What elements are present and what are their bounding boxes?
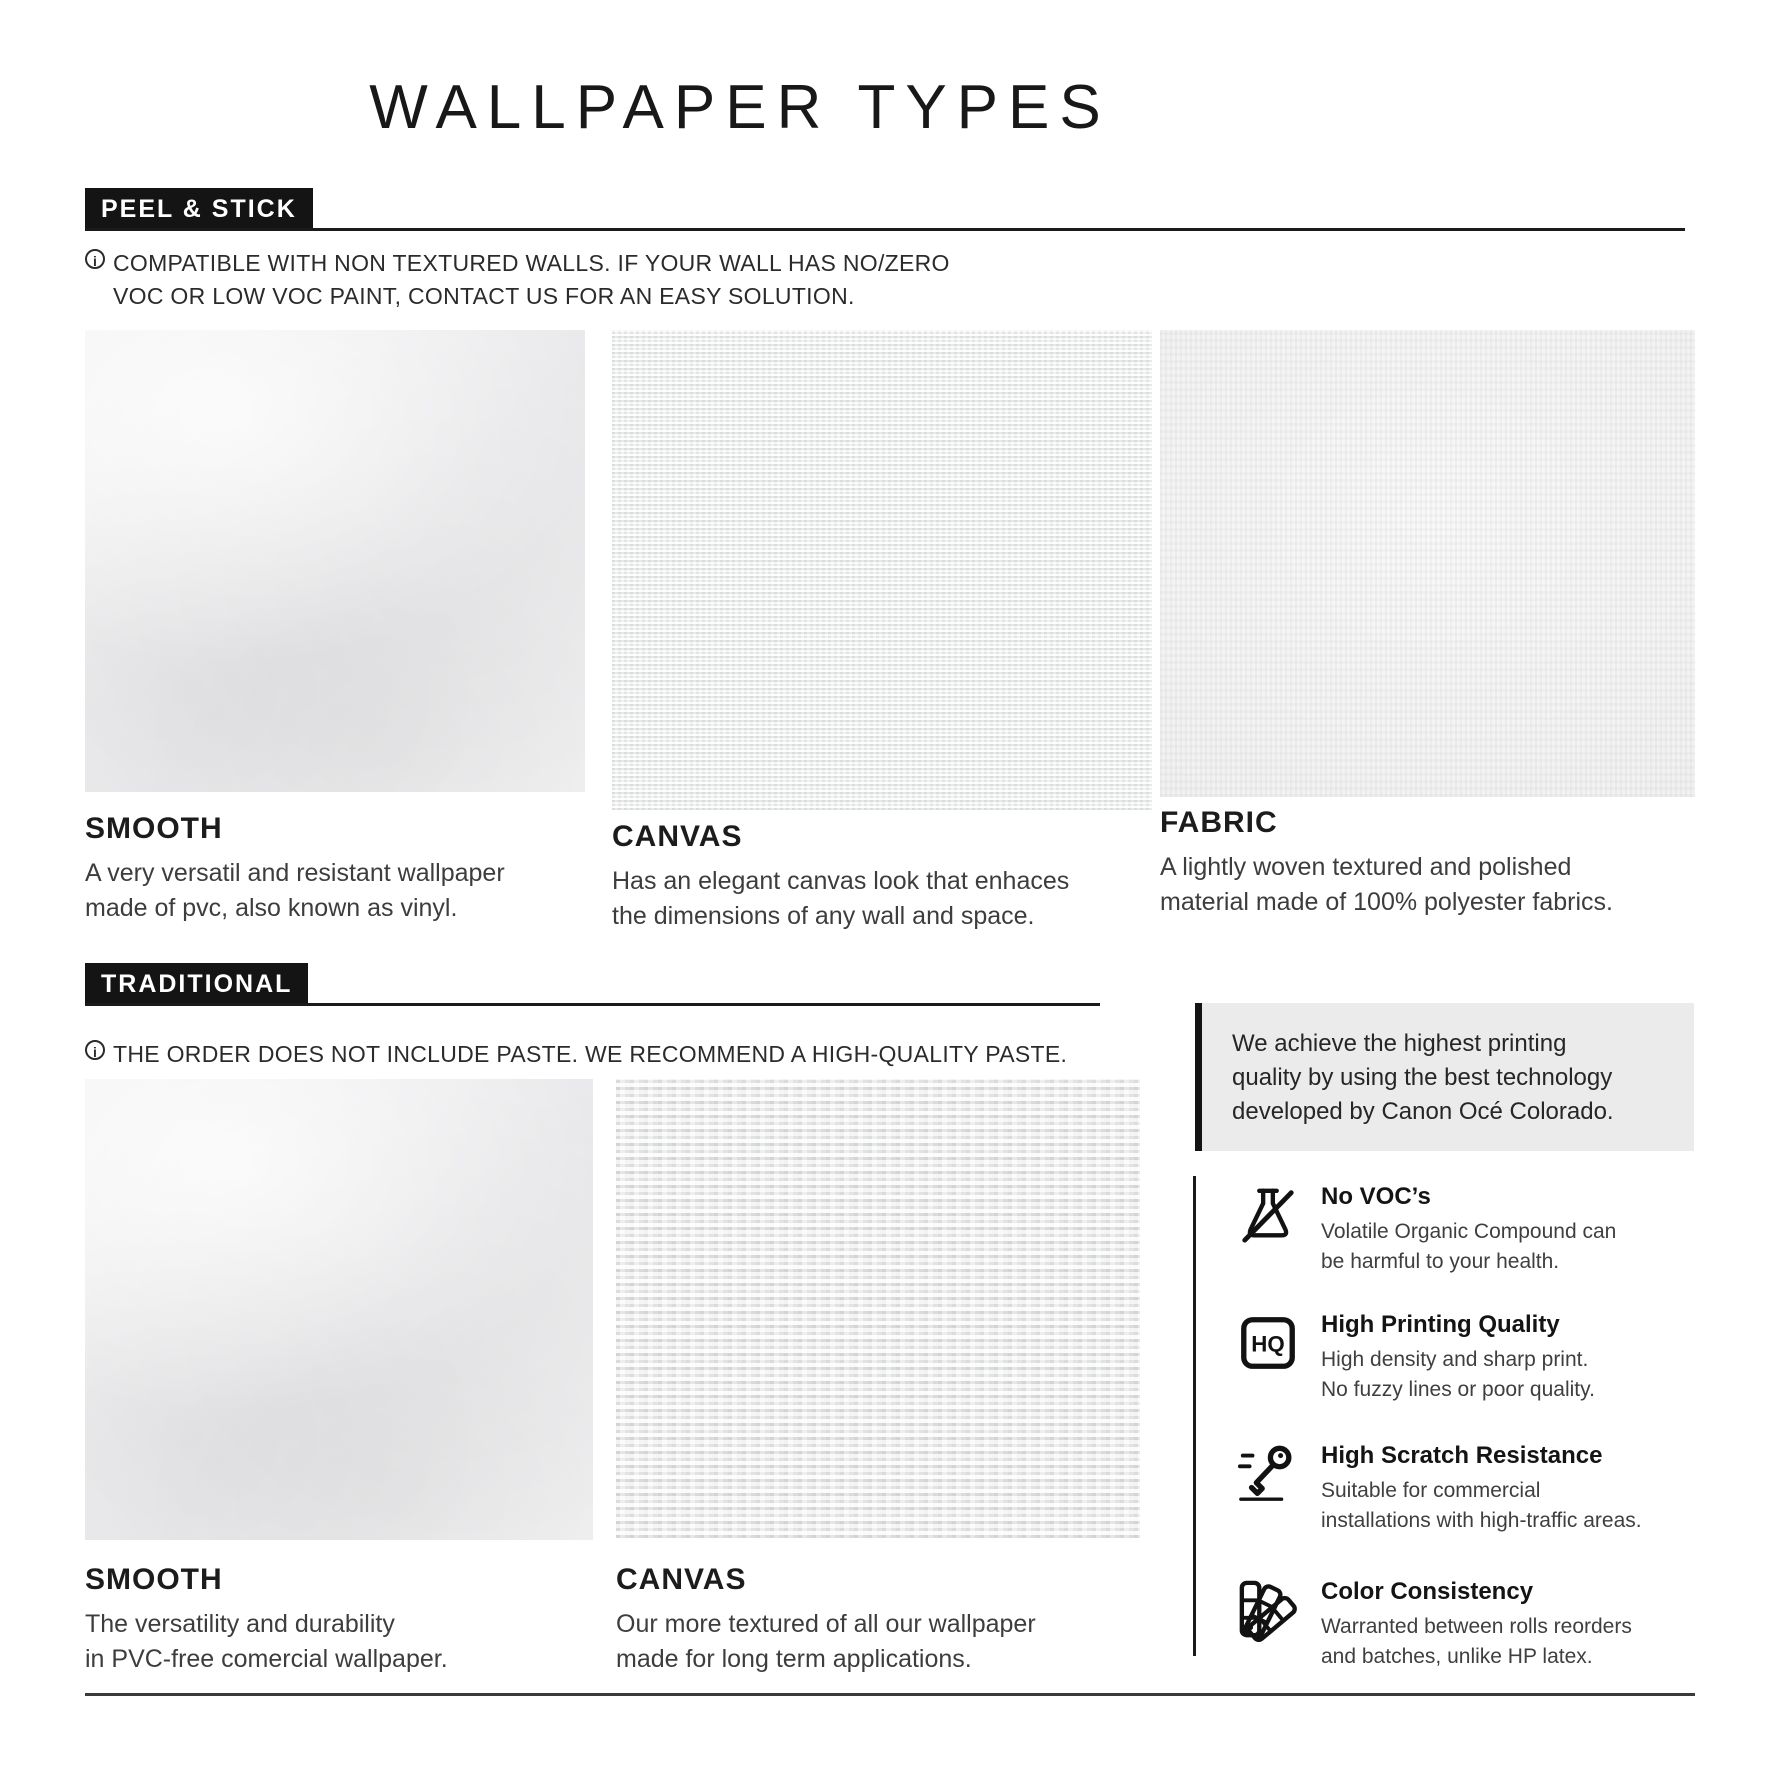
feature-desc-line2: installations with high-traffic areas. xyxy=(1321,1509,1642,1532)
color-swatch-icon xyxy=(1237,1578,1299,1642)
feature-description xyxy=(1321,1612,1632,1672)
swatch-description xyxy=(85,856,605,926)
feature-description xyxy=(1321,1345,1595,1405)
swatch-peel-canvas xyxy=(612,330,1152,810)
feature-desc-line2: No fuzzy lines or poor quality. xyxy=(1321,1378,1595,1401)
swatch-description xyxy=(1160,850,1705,920)
note-traditional xyxy=(85,1038,1185,1071)
quality-line-1: We achieve the highest printing xyxy=(1232,1030,1567,1057)
section-label-peel-stick: PEEL & STICK xyxy=(85,188,313,228)
feature-text xyxy=(1321,1442,1642,1536)
swatch-desc-line2: material made of 100% polyester fabrics. xyxy=(1160,888,1613,916)
feature-description xyxy=(1321,1476,1642,1536)
note-line-1: COMPATIBLE WITH NON TEXTURED WALLS. IF YOUR WALL HAS NO/ZERO xyxy=(113,250,950,276)
feature-no-vocs xyxy=(1237,1183,1707,1277)
swatch-title: CANVAS xyxy=(616,1563,747,1596)
swatch-card-peel-smooth xyxy=(85,812,605,926)
swatch-title: SMOOTH xyxy=(85,1563,223,1596)
page-title: WALLPAPER TYPES xyxy=(369,73,1111,142)
feature-title: High Printing Quality xyxy=(1321,1311,1560,1338)
swatch-title: SMOOTH xyxy=(85,812,223,845)
info-icon: i xyxy=(85,1040,105,1060)
feature-desc-line1: Warranted between rolls reorders xyxy=(1321,1615,1632,1638)
note-line-2: VOC OR LOW VOC PAINT, CONTACT US FOR AN EASY SOLUTION. xyxy=(113,283,855,309)
feature-title: Color Consistency xyxy=(1321,1578,1534,1605)
note-text: THE ORDER DOES NOT INCLUDE PASTE. WE RECOMMEND A HIGH-QUALITY PASTE. xyxy=(113,1041,1068,1067)
swatch-peel-smooth xyxy=(85,330,585,792)
swatch-peel-fabric xyxy=(1160,330,1695,797)
feature-high-scratch-resistance xyxy=(1237,1442,1707,1536)
feature-description xyxy=(1321,1217,1616,1277)
swatch-description xyxy=(612,864,1172,934)
section-header-traditional xyxy=(85,963,1100,1006)
quality-line-3: developed by Canon Océ Colorado. xyxy=(1232,1098,1614,1125)
no-voc-icon xyxy=(1237,1183,1299,1247)
swatch-card-peel-canvas xyxy=(612,820,1172,934)
feature-title: High Scratch Resistance xyxy=(1321,1442,1603,1469)
swatch-description xyxy=(85,1607,605,1677)
feature-title: No VOC’s xyxy=(1321,1183,1431,1210)
swatch-card-traditional-canvas xyxy=(616,1563,1176,1677)
swatch-traditional-canvas xyxy=(616,1079,1140,1538)
svg-text:HQ: HQ xyxy=(1251,1331,1285,1357)
hq-icon xyxy=(1237,1311,1299,1375)
feature-desc-line2: be harmful to your health. xyxy=(1321,1250,1560,1273)
swatch-description xyxy=(616,1607,1176,1677)
feature-text xyxy=(1321,1311,1595,1405)
swatch-desc-line1: A lightly woven textured and polished xyxy=(1160,853,1572,881)
swatch-desc-line1: Has an elegant canvas look that enhaces xyxy=(612,867,1070,895)
key-icon xyxy=(1237,1442,1299,1506)
swatch-card-traditional-smooth xyxy=(85,1563,605,1677)
feature-desc-line2: and batches, unlike HP latex. xyxy=(1321,1645,1593,1668)
feature-text xyxy=(1321,1183,1616,1277)
swatch-title: FABRIC xyxy=(1160,806,1278,839)
feature-desc-line1: Volatile Organic Compound can xyxy=(1321,1220,1617,1243)
section-header-peel-stick xyxy=(85,188,1685,231)
swatch-desc-line1: Our more textured of all our wallpaper xyxy=(616,1610,1036,1638)
swatch-desc-line2: the dimensions of any wall and space. xyxy=(612,902,1035,930)
feature-desc-line1: High density and sharp print. xyxy=(1321,1348,1589,1371)
feature-high-printing-quality xyxy=(1237,1311,1707,1405)
swatch-desc-line2: made for long term applications. xyxy=(616,1645,972,1673)
printing-quality-callout xyxy=(1195,1003,1694,1151)
note-peel-stick xyxy=(85,247,985,313)
swatch-desc-line1: The versatility and durability xyxy=(85,1610,395,1638)
info-icon: i xyxy=(85,249,105,269)
swatch-traditional-smooth xyxy=(85,1079,593,1540)
bottom-divider xyxy=(85,1693,1695,1696)
note-text xyxy=(113,247,950,313)
swatch-title: CANVAS xyxy=(612,820,743,853)
features-vertical-divider xyxy=(1193,1176,1196,1656)
swatch-card-peel-fabric xyxy=(1160,806,1705,920)
feature-desc-line1: Suitable for commercial xyxy=(1321,1479,1541,1502)
swatch-desc-line1: A very versatil and resistant wallpaper xyxy=(85,859,505,887)
feature-color-consistency xyxy=(1237,1578,1707,1672)
swatch-desc-line2: in PVC-free comercial wallpaper. xyxy=(85,1645,448,1673)
feature-text xyxy=(1321,1578,1632,1672)
swatch-desc-line2: made of pvc, also known as vinyl. xyxy=(85,894,458,922)
quality-line-2: quality by using the best technology xyxy=(1232,1064,1613,1091)
section-label-traditional: TRADITIONAL xyxy=(85,963,308,1003)
